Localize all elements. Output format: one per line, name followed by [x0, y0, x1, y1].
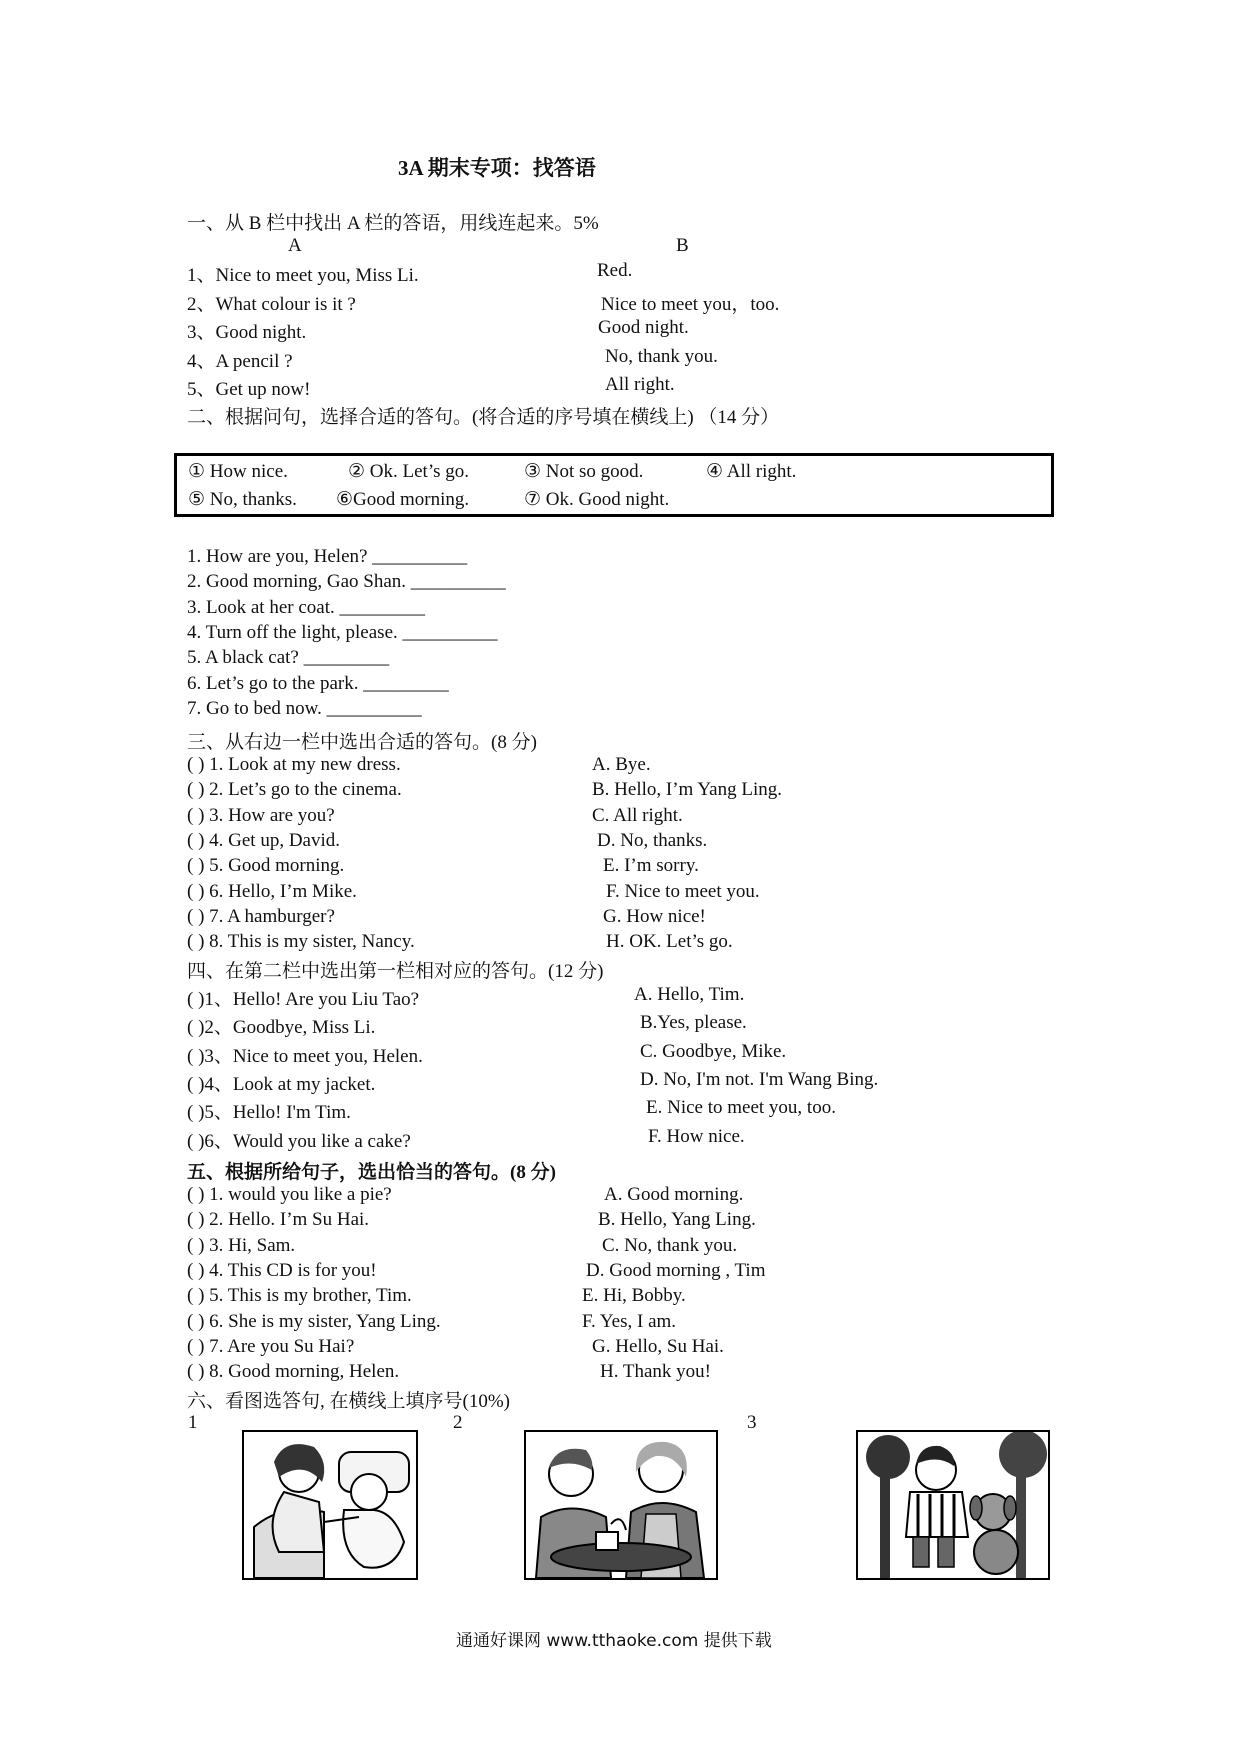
choice-answer: H. OK. Let’s go.	[606, 931, 733, 953]
section-4-heading: 四、在第二栏中选出第一栏相对应的答句。(12 分)	[187, 961, 604, 982]
choice-answer: G. Hello, Su Hai.	[592, 1335, 724, 1357]
answer-option: ⑤ No, thanks.	[188, 489, 297, 510]
picture-label-2: 2	[453, 1412, 463, 1433]
choice-answer: D. Good morning , Tim	[586, 1259, 766, 1281]
section-6-heading: 六、看图选答句, 在横线上填序号(10%)	[187, 1391, 510, 1412]
picture-label-1: 1	[188, 1412, 198, 1433]
choice-answer: F. Yes, I am.	[582, 1310, 677, 1332]
choice-question: ( ) 1. would you like a pie?	[187, 1184, 392, 1205]
section-2-heading: 二、根据问句，选择合适的答句。(将合适的序号填在横线上) （14 分）	[187, 407, 780, 428]
choice-answer: F. How nice.	[648, 1125, 745, 1147]
choice-question: ( ) 8. This is my sister, Nancy.	[187, 931, 415, 953]
answer-option: ④ All right.	[706, 461, 797, 482]
answer-option: ⑦ Ok. Good night.	[524, 489, 670, 510]
match-question-item: 5、Get up now!	[187, 379, 311, 400]
choice-question: ( ) 6. She is my sister, Yang Ling.	[187, 1310, 441, 1332]
choice-answer: D. No, I'm not. I'm Wang Bing.	[640, 1068, 879, 1090]
match-question-item: 3、Good night.	[187, 322, 307, 343]
choice-question: ( ) 5. Good morning.	[187, 855, 345, 877]
fill-in-question: 4. Turn off the light, please. __________	[187, 621, 498, 643]
match-answer-item: No, thank you.	[605, 345, 718, 367]
fill-in-question: 6. Let’s go to the park. _________	[187, 672, 449, 694]
choice-question: ( ) 3. How are you?	[187, 804, 335, 826]
column-a-label: A	[288, 235, 302, 256]
choice-answer: F. Nice to meet you.	[606, 880, 760, 902]
match-question-item: 4、A pencil ?	[187, 350, 293, 372]
choice-question: ( )4、Look at my jacket.	[187, 1073, 376, 1095]
fill-in-question: 7. Go to bed now. __________	[187, 697, 422, 719]
choice-answer: B. Hello, Yang Ling.	[598, 1209, 756, 1231]
match-answer-item: Nice to meet you，too.	[601, 293, 780, 315]
choice-answer: A. Hello, Tim.	[634, 984, 745, 1005]
choice-answer: C. All right.	[592, 804, 683, 826]
choice-answer: H. Thank you!	[600, 1361, 711, 1383]
choice-question: ( )3、Nice to meet you, Helen.	[187, 1045, 423, 1067]
choice-answer: D. No, thanks.	[597, 829, 708, 851]
footer-text: 通通好课网 www.tthaoke.com 提供下载	[456, 1631, 772, 1651]
match-question-item: 1、Nice to meet you, Miss Li.	[187, 265, 419, 286]
choice-answer: B. Hello, I’m Yang Ling.	[592, 779, 782, 801]
choice-question: ( )1、Hello! Are you Liu Tao?	[187, 989, 420, 1010]
fill-in-question: 2. Good morning, Gao Shan. __________	[187, 571, 506, 593]
choice-question: ( ) 5. This is my brother, Tim.	[187, 1285, 412, 1307]
picture-label-3: 3	[747, 1412, 757, 1433]
choice-question: ( ) 7. A hamburger?	[187, 905, 335, 927]
choice-answer: C. No, thank you.	[602, 1234, 738, 1256]
answer-option: ⑥Good morning.	[336, 489, 470, 510]
match-question-item: 2、What colour is it ?	[187, 293, 356, 315]
answer-option: ③ Not so good.	[524, 461, 644, 482]
choice-question: ( ) 2. Let’s go to the cinema.	[187, 779, 402, 801]
fill-in-question: 3. Look at her coat. _________	[187, 596, 425, 618]
picture-boy-and-dog	[856, 1430, 1050, 1580]
fill-in-question: 1. How are you, Helen? __________	[187, 546, 468, 567]
match-answer-item: Good night.	[598, 317, 689, 338]
choice-question: ( ) 4. This CD is for you!	[187, 1259, 377, 1281]
choice-answer: B.Yes, please.	[640, 1012, 747, 1034]
choice-question: ( ) 2. Hello. I’m Su Hai.	[187, 1209, 370, 1231]
choice-question: ( ) 3. Hi, Sam.	[187, 1234, 296, 1256]
section-5-heading: 五、根据所给句子，选出恰当的答句。(8 分)	[187, 1162, 556, 1183]
choice-question: ( ) 7. Are you Su Hai?	[187, 1335, 355, 1357]
choice-answer: E. I’m sorry.	[603, 855, 699, 877]
choice-question: ( ) 4. Get up, David.	[187, 829, 341, 851]
choice-question: ( )5、Hello! I'm Tim.	[187, 1102, 351, 1124]
column-b-label: B	[676, 235, 689, 256]
answer-option: ① How nice.	[188, 461, 288, 482]
choice-answer: A. Bye.	[592, 754, 651, 775]
choice-question: ( )2、Goodbye, Miss Li.	[187, 1017, 376, 1039]
choice-answer: G. How nice!	[603, 905, 706, 927]
choice-answer: A. Good morning.	[604, 1184, 744, 1205]
page-title: 3A 期末专项：找答语	[398, 156, 596, 180]
section-1-heading: 一、从 B 栏中找出 A 栏的答语，用线连起来。5%	[187, 213, 599, 234]
section-3-heading: 三、从右边一栏中选出合适的答句。(8 分)	[187, 732, 537, 753]
choice-question: ( ) 1. Look at my new dress.	[187, 754, 401, 775]
choice-question: ( ) 8. Good morning, Helen.	[187, 1361, 400, 1383]
choice-answer: E. Nice to meet you, too.	[646, 1097, 836, 1119]
choice-answer: C. Goodbye, Mike.	[640, 1040, 787, 1062]
answer-option: ② Ok. Let’s go.	[348, 461, 469, 482]
picture-man-and-woman-at-table	[524, 1430, 718, 1580]
match-answer-item: Red.	[597, 260, 633, 281]
match-answer-item: All right.	[605, 374, 675, 395]
choice-question: ( ) 6. Hello, I’m Mike.	[187, 880, 357, 902]
choice-question: ( )6、Would you like a cake?	[187, 1130, 411, 1152]
picture-mother-and-child	[242, 1430, 418, 1580]
fill-in-question: 5. A black cat? _________	[187, 647, 390, 669]
choice-answer: E. Hi, Bobby.	[582, 1285, 686, 1307]
